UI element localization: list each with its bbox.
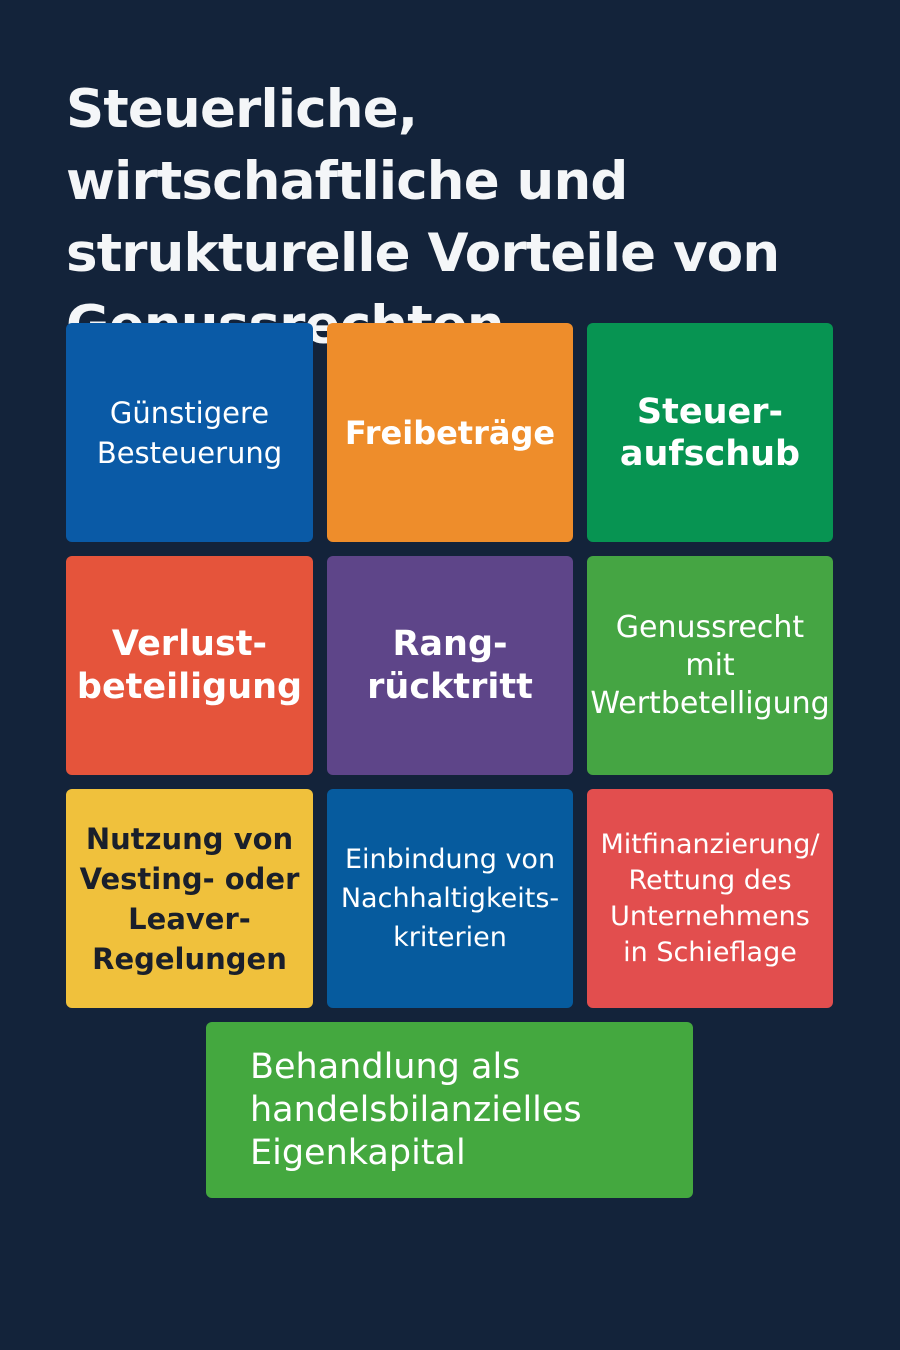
tile-label: Mitfinanzierung/ Rettung des Unternehmens in Schieflage [600,828,820,968]
tile-label: Verlust- beteiligung [76,623,303,707]
tile-label: Nutzung von Vesting- oder Leaver- Regelungen [79,821,300,976]
tile-verlustbeteiligung [66,556,313,775]
tile-label: Freibeträge [344,413,556,452]
tile-label: Behandlung als handelsbilanzielles Eigenkapital [250,1046,582,1173]
tile-handelsbilanzielles-eigenkapital [206,1022,693,1198]
tile-label: Günstigere Besteuerung [96,395,283,470]
tile-nachhaltigkeitskriterien [327,789,573,1008]
tile-guenstigere-besteuerung [66,323,313,542]
tile-rangruecktritt [327,556,573,775]
page-title: Steuerliche, wirtschaftliche und strukturelle Vorteile von [66,79,780,284]
tile-genussrecht-wertbeteiligung [587,556,833,775]
tile-label: Steuer- aufschub [619,391,801,474]
tile-label: Genussrecht mit Wertbetelligung [590,609,830,721]
tile-freibetraege [327,323,573,542]
tile-vesting-leaver [66,789,313,1008]
tile-mitfinanzierung-rettung [587,789,833,1008]
tile-label: Rang- rücktritt [367,623,533,707]
tile-steueraufschub [587,323,833,542]
tile-label: Einbindung von Nachhaltigkeits- kriterien [340,844,560,953]
